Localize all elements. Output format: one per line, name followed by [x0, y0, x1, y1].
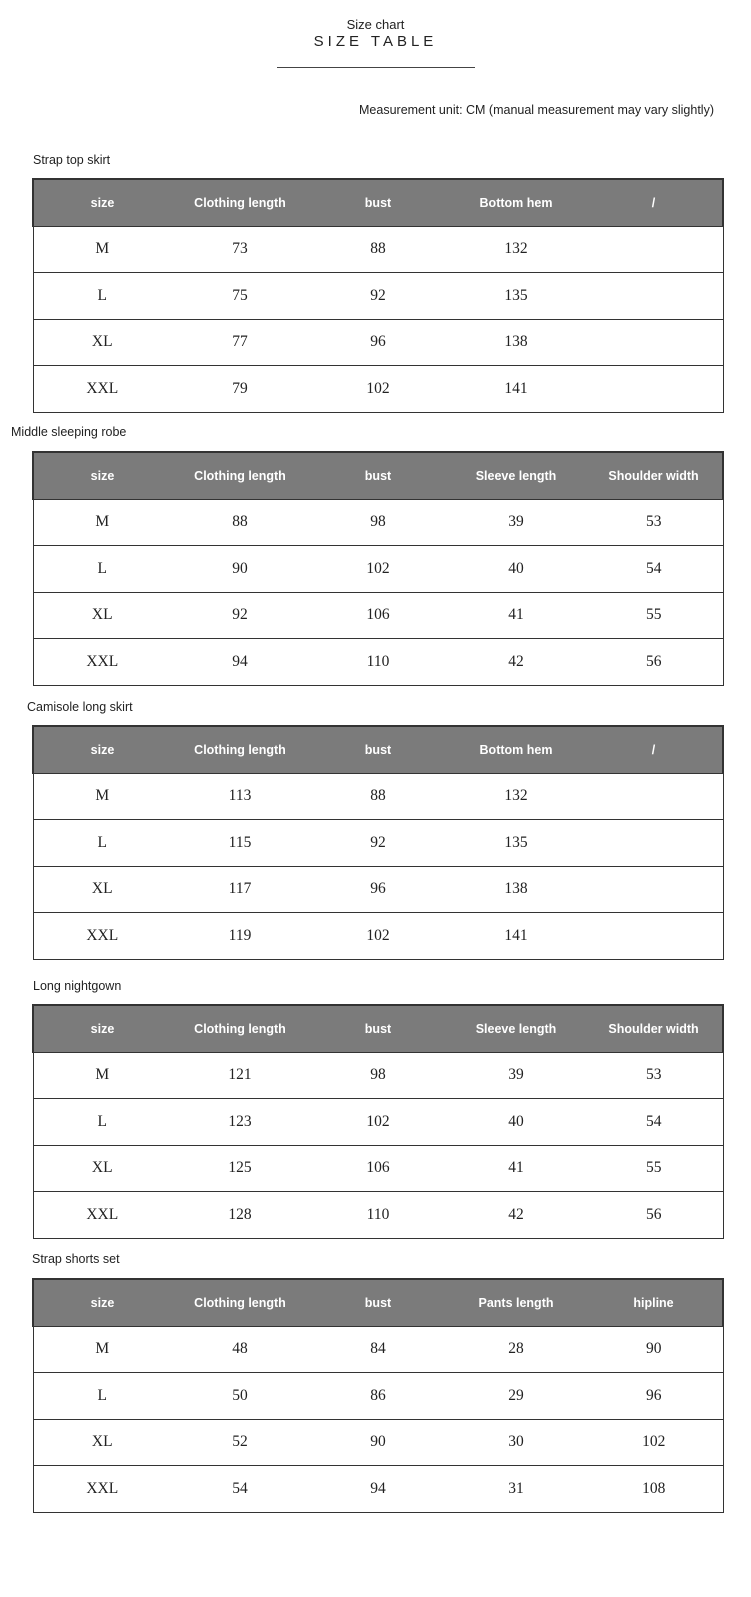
table-row	[33, 1145, 723, 1192]
table-header-cell: size	[33, 452, 171, 499]
table-cell: 102	[309, 913, 447, 960]
section-label: Strap shorts set	[32, 1252, 120, 1266]
table-row	[33, 366, 723, 413]
table-row	[33, 1466, 723, 1513]
table-cell: 121	[171, 1052, 309, 1099]
table-cell: 73	[171, 226, 309, 273]
table-cell: 77	[171, 319, 309, 366]
table-cell: 102	[309, 546, 447, 593]
table-header-row	[33, 179, 723, 226]
table-header-cell: Clothing length	[171, 1279, 309, 1326]
table-row	[33, 499, 723, 546]
table-row	[33, 1099, 723, 1146]
table-cell: 135	[447, 273, 585, 320]
table-cell: 98	[309, 499, 447, 546]
table-header-row	[33, 1279, 723, 1326]
table-cell: 40	[447, 546, 585, 593]
table-cell: 141	[447, 913, 585, 960]
table-cell: 39	[447, 499, 585, 546]
table-cell: 125	[171, 1145, 309, 1192]
table-cell: 52	[171, 1419, 309, 1466]
table-cell: XL	[33, 319, 171, 366]
table-cell: 28	[447, 1326, 585, 1373]
table-cell: XL	[33, 866, 171, 913]
table-cell: 94	[309, 1466, 447, 1513]
table-header-cell: size	[33, 726, 171, 773]
table-header-cell: Shoulder width	[585, 1005, 723, 1052]
table-cell: 88	[171, 499, 309, 546]
table-cell: XXL	[33, 639, 171, 686]
page-title: Size chart	[346, 17, 405, 32]
unit-note: Measurement unit: CM (manual measurement may vary slightly)	[359, 103, 714, 117]
table-cell: 53	[585, 499, 723, 546]
table-cell: 75	[171, 273, 309, 320]
table-cell: XL	[33, 1145, 171, 1192]
table-cell: 54	[585, 1099, 723, 1146]
table-header-cell: bust	[309, 179, 447, 226]
table-row	[33, 913, 723, 960]
table-cell: 54	[171, 1466, 309, 1513]
table-cell	[585, 866, 723, 913]
table-row	[33, 273, 723, 320]
page-subtitle: SIZE TABLE	[313, 33, 438, 50]
table-header-cell: Shoulder width	[585, 452, 723, 499]
table-header-cell: bust	[309, 726, 447, 773]
table-cell: 102	[585, 1419, 723, 1466]
table-cell	[585, 273, 723, 320]
table-row	[33, 546, 723, 593]
table-cell	[585, 913, 723, 960]
table-cell: L	[33, 546, 171, 593]
table-cell: 138	[447, 319, 585, 366]
table-row	[33, 1373, 723, 1420]
section-label: Camisole long skirt	[27, 700, 133, 714]
table-cell: 42	[447, 639, 585, 686]
table-cell: L	[33, 1099, 171, 1146]
table-row	[33, 1192, 723, 1239]
table-cell: L	[33, 273, 171, 320]
table-cell: 96	[309, 866, 447, 913]
table-cell	[585, 820, 723, 867]
table-cell: 128	[171, 1192, 309, 1239]
table-cell: 56	[585, 639, 723, 686]
table-cell: 40	[447, 1099, 585, 1146]
table-header-cell: Bottom hem	[447, 179, 585, 226]
table-cell: 92	[309, 273, 447, 320]
table-cell: 90	[585, 1326, 723, 1373]
section-label: Strap top skirt	[33, 153, 111, 167]
table-cell: M	[33, 499, 171, 546]
table-cell: 41	[447, 592, 585, 639]
table-cell: 115	[171, 820, 309, 867]
table-cell: 92	[309, 820, 447, 867]
table-cell: 30	[447, 1419, 585, 1466]
table-cell: 110	[309, 1192, 447, 1239]
table-cell: 41	[447, 1145, 585, 1192]
table-cell: L	[33, 1373, 171, 1420]
size-table	[32, 725, 724, 960]
table-cell: 98	[309, 1052, 447, 1099]
table-cell: 108	[585, 1466, 723, 1513]
section-label: Long nightgown	[33, 979, 122, 993]
table-cell: 117	[171, 866, 309, 913]
table-cell: 55	[585, 1145, 723, 1192]
size-table	[32, 178, 724, 413]
table-cell: XL	[33, 592, 171, 639]
table-header-cell: hipline	[585, 1279, 723, 1326]
table-cell: 123	[171, 1099, 309, 1146]
table-cell: 102	[309, 366, 447, 413]
table-cell	[585, 319, 723, 366]
table-cell: 84	[309, 1326, 447, 1373]
table-header-cell: Clothing length	[171, 179, 309, 226]
table-cell: 141	[447, 366, 585, 413]
table-cell: 135	[447, 820, 585, 867]
table-header-cell: bust	[309, 452, 447, 499]
table-header-row	[33, 452, 723, 499]
table-cell: XXL	[33, 366, 171, 413]
table-cell: 138	[447, 866, 585, 913]
table-cell: 54	[585, 546, 723, 593]
table-cell: 90	[171, 546, 309, 593]
table-header-cell: bust	[309, 1279, 447, 1326]
table-row	[33, 820, 723, 867]
table-row	[33, 1326, 723, 1373]
table-cell: 96	[309, 319, 447, 366]
table-cell: XL	[33, 1419, 171, 1466]
table-row	[33, 1052, 723, 1099]
size-table	[32, 1278, 724, 1513]
table-row	[33, 319, 723, 366]
table-row	[33, 592, 723, 639]
table-cell: 88	[309, 773, 447, 820]
table-cell: 132	[447, 226, 585, 273]
table-cell: 113	[171, 773, 309, 820]
table-header-cell: bust	[309, 1005, 447, 1052]
table-header-cell: size	[33, 1279, 171, 1326]
table-cell: 29	[447, 1373, 585, 1420]
table-cell: 106	[309, 1145, 447, 1192]
size-table	[32, 451, 724, 686]
table-header-cell: size	[33, 179, 171, 226]
size-table	[32, 1004, 724, 1239]
table-cell: 50	[171, 1373, 309, 1420]
table-cell	[585, 366, 723, 413]
table-header-cell: Sleeve length	[447, 452, 585, 499]
table-cell: 94	[171, 639, 309, 686]
table-cell: 132	[447, 773, 585, 820]
table-cell: M	[33, 1326, 171, 1373]
table-header-cell: /	[585, 179, 723, 226]
table-cell	[585, 773, 723, 820]
table-cell: L	[33, 820, 171, 867]
table-cell: 55	[585, 592, 723, 639]
table-cell: 48	[171, 1326, 309, 1373]
table-row	[33, 1419, 723, 1466]
table-cell: 39	[447, 1052, 585, 1099]
table-cell: XXL	[33, 913, 171, 960]
table-cell: 106	[309, 592, 447, 639]
table-cell: 90	[309, 1419, 447, 1466]
table-cell: 92	[171, 592, 309, 639]
table-cell: M	[33, 226, 171, 273]
table-cell: 53	[585, 1052, 723, 1099]
table-cell: XXL	[33, 1192, 171, 1239]
table-cell: 79	[171, 366, 309, 413]
table-cell: 56	[585, 1192, 723, 1239]
table-cell: 42	[447, 1192, 585, 1239]
table-cell: 88	[309, 226, 447, 273]
table-header-cell: /	[585, 726, 723, 773]
table-cell: 102	[309, 1099, 447, 1146]
table-header-cell: Clothing length	[171, 726, 309, 773]
table-row	[33, 226, 723, 273]
table-header-cell: Clothing length	[171, 1005, 309, 1052]
table-cell: 110	[309, 639, 447, 686]
table-header-row	[33, 1005, 723, 1052]
table-cell: 96	[585, 1373, 723, 1420]
table-cell: M	[33, 773, 171, 820]
table-cell: 86	[309, 1373, 447, 1420]
table-cell: 31	[447, 1466, 585, 1513]
table-header-cell: Bottom hem	[447, 726, 585, 773]
table-row	[33, 866, 723, 913]
table-cell: 119	[171, 913, 309, 960]
table-cell: XXL	[33, 1466, 171, 1513]
table-header-cell: size	[33, 1005, 171, 1052]
table-row	[33, 639, 723, 686]
table-row	[33, 773, 723, 820]
table-header-row	[33, 726, 723, 773]
table-header-cell: Clothing length	[171, 452, 309, 499]
title-divider	[277, 67, 475, 68]
table-header-cell: Pants length	[447, 1279, 585, 1326]
section-label: Middle sleeping robe	[11, 425, 127, 439]
table-cell: M	[33, 1052, 171, 1099]
table-header-cell: Sleeve length	[447, 1005, 585, 1052]
table-cell	[585, 226, 723, 273]
